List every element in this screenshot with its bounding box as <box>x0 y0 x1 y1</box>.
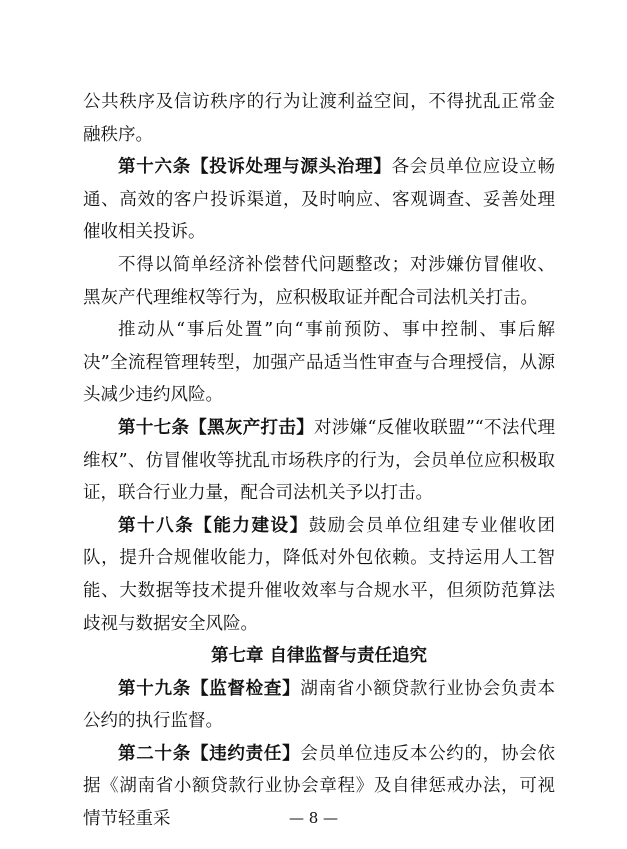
article-title: 第十八条【能力建设】 <box>118 515 309 536</box>
paragraph-text: 各会员单位应设立畅通、高效的客户投诉渠道，及时响应、客观调查、妥善处理催收相关投诉。 <box>83 157 556 243</box>
article-19 <box>83 673 555 738</box>
chapter-heading: 第七章 自律监督与责任追究 <box>210 646 428 667</box>
paragraph-text: 推动从“事后处置”向“事前预防、事中控制、事后解决”全流程管理转型，加强产品适当性审查与合理授信，从源头减少违约风险。 <box>83 320 555 406</box>
paragraph-continuation <box>83 86 555 151</box>
paragraph-text: 鼓励会员单位组建专业催收团队，提升合规催收能力，降低对外包依赖。支持运用人工智能、大数据等技术提升催收效率与合规水平，但须防范算法歧视与数据安全风险。 <box>83 515 556 634</box>
paragraph-text: 不得以简单经济补偿替代问题整改；对涉嫌仿冒催收、黑灰产代理维权等行为，应积极取证并配合司法机关打击。 <box>83 254 555 308</box>
article-title: 第十七条【黑灰产打击】 <box>118 417 315 438</box>
article-16-clause-3 <box>83 314 555 412</box>
document-body <box>83 86 555 836</box>
paragraph-text: 湖南省小额贷款行业协会负责本公约的执行监督。 <box>83 678 555 732</box>
page-number: — 8 — <box>288 809 339 827</box>
article-18 <box>83 510 555 640</box>
article-title: 第十六条【投诉处理与源头治理】 <box>118 157 392 178</box>
paragraph-text: 对涉嫌“反催收联盟”“不法代理维权”、仿冒催收等扰乱市场秩序的行为，会员单位应积极取证，联合行业力量，配合司法机关予以打击。 <box>83 417 556 504</box>
paragraph-text: 会员单位违反本公约的，协会依据《湖南省小额贷款行业协会章程》及自律惩戒办法，可视情节轻重采 <box>83 743 555 830</box>
article-title: 第二十条【违约责任】 <box>118 743 301 764</box>
article-17 <box>83 412 555 510</box>
paragraph-text: 公共秩序及信访秩序的行为让渡利益空间，不得扰乱正常金融秩序。 <box>83 92 555 145</box>
article-16 <box>83 151 555 249</box>
article-16-clause-2 <box>83 249 555 314</box>
article-title: 第十九条【监督检查】 <box>118 678 301 699</box>
